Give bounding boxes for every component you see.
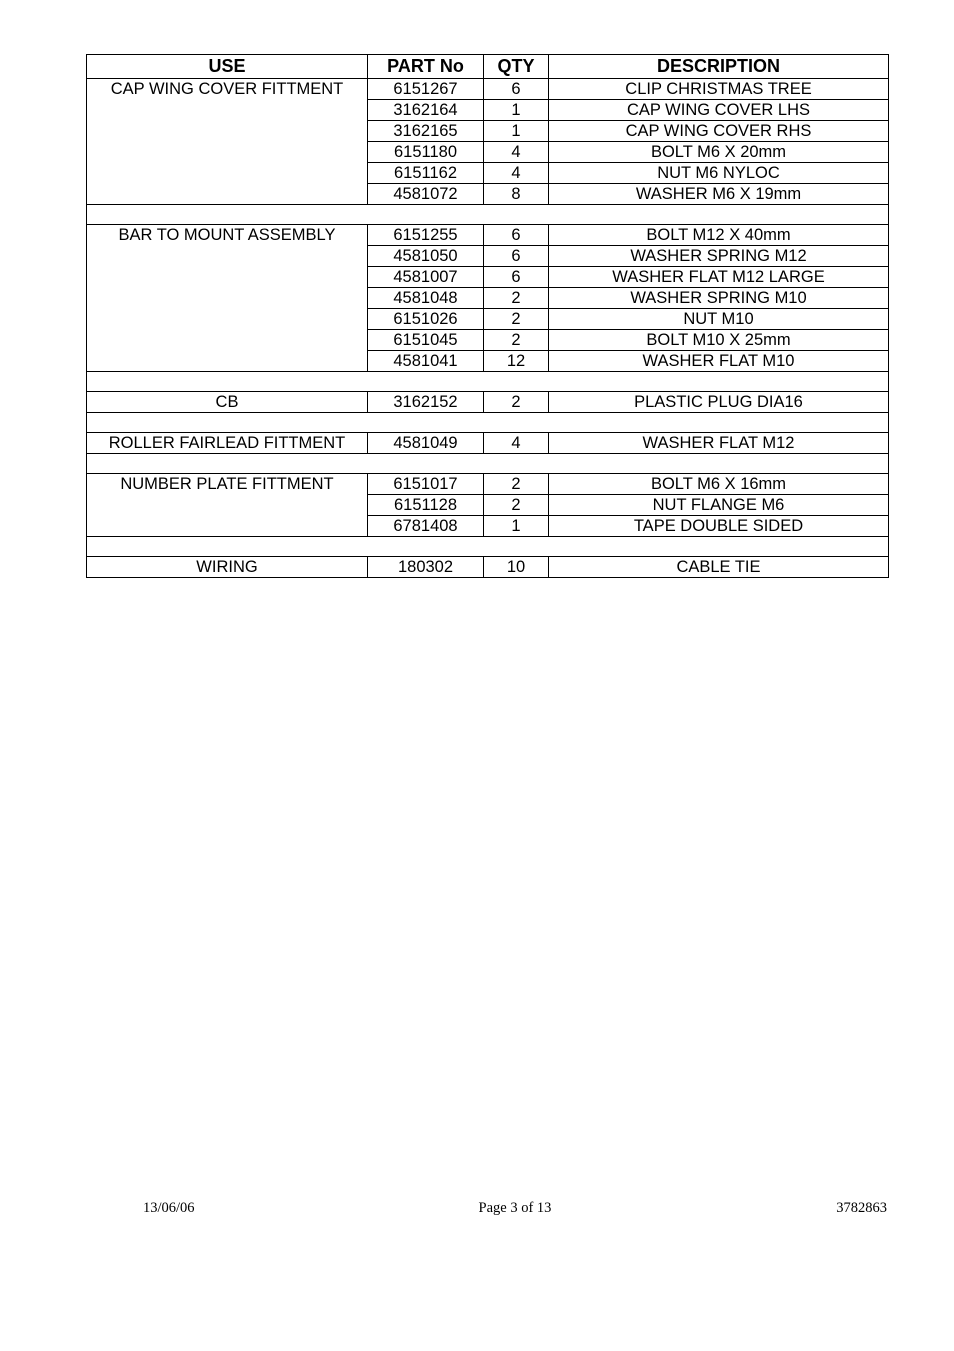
use-cell-empty	[87, 163, 368, 184]
part-no-cell: 3162152	[368, 392, 484, 413]
use-cell: CB	[87, 392, 368, 413]
part-no-cell: 4581048	[368, 288, 484, 309]
qty-cell: 1	[484, 100, 549, 121]
description-cell: CAP WING COVER RHS	[549, 121, 889, 142]
use-cell: ROLLER FAIRLEAD FITTMENT	[87, 433, 368, 454]
footer-document-number: 3782863	[836, 1200, 887, 1216]
description-cell: NUT M6 NYLOC	[549, 163, 889, 184]
use-cell-empty	[87, 142, 368, 163]
part-no-cell: 4581072	[368, 184, 484, 205]
use-cell-empty	[87, 351, 368, 372]
description-cell: WASHER SPRING M10	[549, 288, 889, 309]
header-description: DESCRIPTION	[549, 55, 889, 79]
description-cell: CABLE TIE	[549, 557, 889, 578]
qty-cell: 1	[484, 516, 549, 537]
part-no-cell: 4581049	[368, 433, 484, 454]
header-qty: QTY	[484, 55, 549, 79]
part-no-cell: 180302	[368, 557, 484, 578]
part-no-cell: 6151045	[368, 330, 484, 351]
description-cell: CAP WING COVER LHS	[549, 100, 889, 121]
qty-cell: 2	[484, 495, 549, 516]
table-row	[87, 433, 889, 454]
qty-cell: 2	[484, 474, 549, 495]
footer-page-number: Page 3 of 13	[478, 1200, 552, 1216]
use-cell-empty	[87, 267, 368, 288]
table-row	[87, 163, 889, 184]
qty-cell: 10	[484, 557, 549, 578]
description-cell: PLASTIC PLUG DIA16	[549, 392, 889, 413]
spacer-cell	[87, 537, 889, 557]
qty-cell: 6	[484, 246, 549, 267]
table-row	[87, 516, 889, 537]
qty-cell: 4	[484, 142, 549, 163]
footer-date: 13/06/06	[143, 1200, 195, 1216]
description-cell: CLIP CHRISTMAS TREE	[549, 79, 889, 100]
part-no-cell: 3162165	[368, 121, 484, 142]
part-no-cell: 6151255	[368, 225, 484, 246]
part-no-cell: 4581041	[368, 351, 484, 372]
qty-cell: 12	[484, 351, 549, 372]
spacer-row	[87, 413, 889, 433]
qty-cell: 8	[484, 184, 549, 205]
description-cell: WASHER M6 X 19mm	[549, 184, 889, 205]
qty-cell: 2	[484, 330, 549, 351]
table-row	[87, 246, 889, 267]
qty-cell: 2	[484, 288, 549, 309]
use-cell-empty	[87, 246, 368, 267]
table-row	[87, 474, 889, 495]
use-cell-empty	[87, 495, 368, 516]
table-row	[87, 557, 889, 578]
description-cell: NUT M10	[549, 309, 889, 330]
table-row	[87, 142, 889, 163]
parts-table	[86, 54, 889, 578]
table-row	[87, 330, 889, 351]
qty-cell: 4	[484, 433, 549, 454]
use-cell: NUMBER PLATE FITTMENT	[87, 474, 368, 495]
qty-cell: 6	[484, 225, 549, 246]
table-row	[87, 495, 889, 516]
qty-cell: 4	[484, 163, 549, 184]
table-row	[87, 121, 889, 142]
header-use: USE	[87, 55, 368, 79]
description-cell: WASHER FLAT M12	[549, 433, 889, 454]
spacer-cell	[87, 413, 889, 433]
description-cell: WASHER FLAT M10	[549, 351, 889, 372]
table-row	[87, 100, 889, 121]
qty-cell: 6	[484, 79, 549, 100]
qty-cell: 6	[484, 267, 549, 288]
spacer-row	[87, 205, 889, 225]
qty-cell: 2	[484, 309, 549, 330]
table-row	[87, 225, 889, 246]
use-cell: WIRING	[87, 557, 368, 578]
table-row	[87, 79, 889, 100]
part-no-cell: 6151017	[368, 474, 484, 495]
use-cell-empty	[87, 100, 368, 121]
table-row	[87, 351, 889, 372]
spacer-row	[87, 454, 889, 474]
description-cell: NUT FLANGE M6	[549, 495, 889, 516]
description-cell: WASHER SPRING M12	[549, 246, 889, 267]
spacer-row	[87, 537, 889, 557]
part-no-cell: 6151180	[368, 142, 484, 163]
qty-cell: 1	[484, 121, 549, 142]
header-part-no: PART No	[368, 55, 484, 79]
table-row	[87, 392, 889, 413]
table-row	[87, 288, 889, 309]
description-cell: BOLT M12 X 40mm	[549, 225, 889, 246]
spacer-row	[87, 372, 889, 392]
parts-body	[87, 79, 889, 578]
use-cell-empty	[87, 330, 368, 351]
description-cell: WASHER FLAT M12 LARGE	[549, 267, 889, 288]
use-cell-empty	[87, 288, 368, 309]
spacer-cell	[87, 372, 889, 392]
table-row	[87, 184, 889, 205]
spacer-cell	[87, 205, 889, 225]
description-cell: BOLT M10 X 25mm	[549, 330, 889, 351]
part-no-cell: 6151162	[368, 163, 484, 184]
use-cell-empty	[87, 309, 368, 330]
qty-cell: 2	[484, 392, 549, 413]
part-no-cell: 4581050	[368, 246, 484, 267]
part-no-cell: 6151128	[368, 495, 484, 516]
use-cell-empty	[87, 516, 368, 537]
header-row	[87, 55, 889, 79]
description-cell: BOLT M6 X 20mm	[549, 142, 889, 163]
part-no-cell: 4581007	[368, 267, 484, 288]
part-no-cell: 6781408	[368, 516, 484, 537]
table-row	[87, 267, 889, 288]
table-row	[87, 309, 889, 330]
description-cell: TAPE DOUBLE SIDED	[549, 516, 889, 537]
use-cell: CAP WING COVER FITTMENT	[87, 79, 368, 100]
part-no-cell: 6151267	[368, 79, 484, 100]
use-cell-empty	[87, 121, 368, 142]
spacer-cell	[87, 454, 889, 474]
use-cell: BAR TO MOUNT ASSEMBLY	[87, 225, 368, 246]
part-no-cell: 3162164	[368, 100, 484, 121]
part-no-cell: 6151026	[368, 309, 484, 330]
description-cell: BOLT M6 X 16mm	[549, 474, 889, 495]
use-cell-empty	[87, 184, 368, 205]
